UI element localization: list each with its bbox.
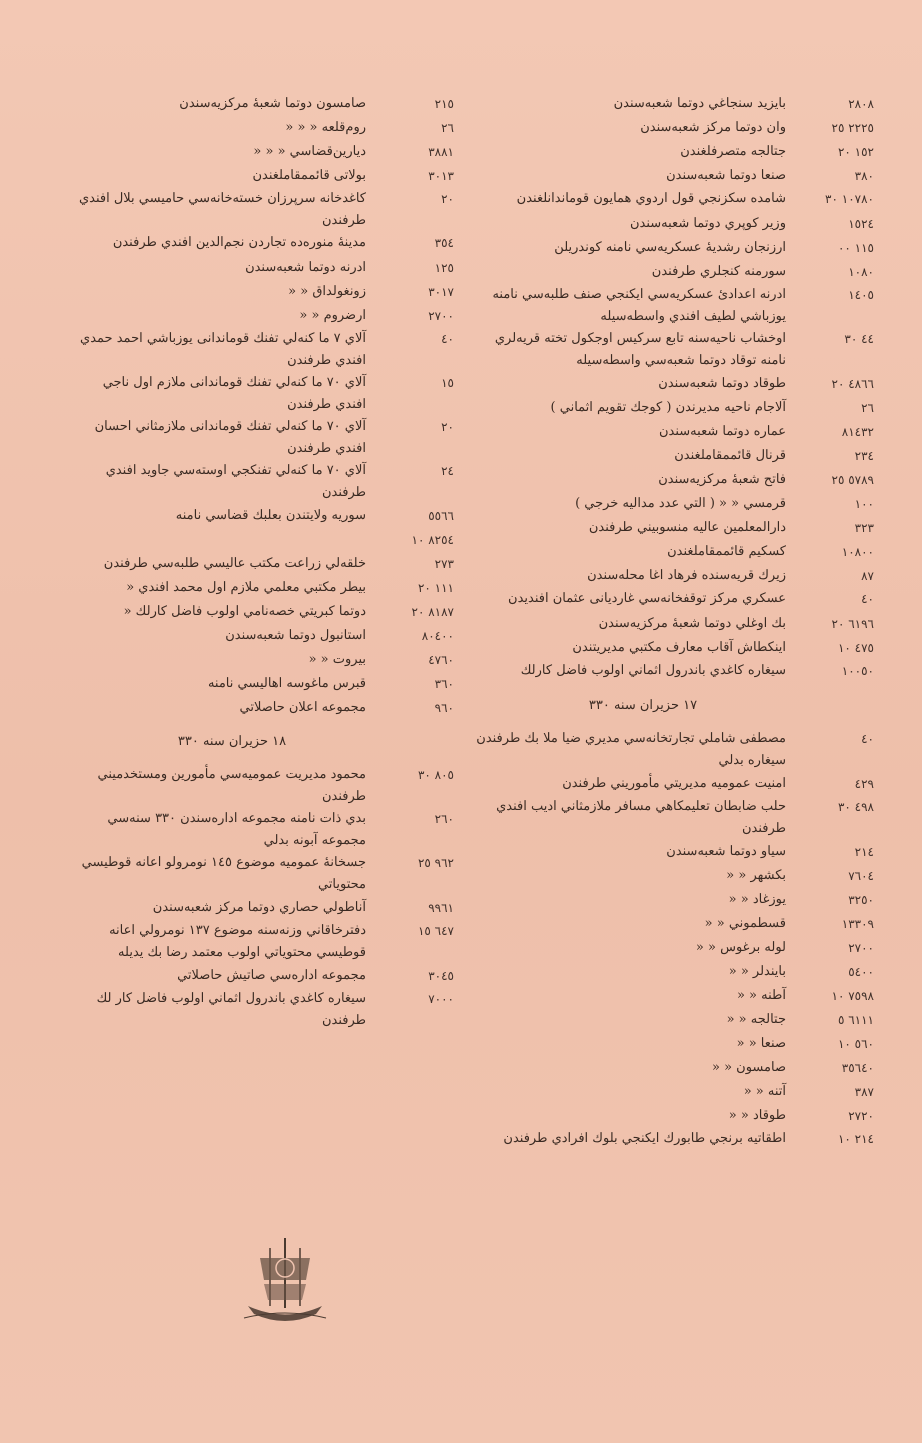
ledger-entry: [70, 256, 454, 280]
ledger-entry: [472, 1056, 874, 1080]
entry-text: آناطولي حصاري دوتما مركز شعبه‌سندن: [152, 900, 366, 915]
ledger-entry: [472, 888, 874, 912]
entry-text: مجموعه اداره‌سي صاتيش حاصلاتي: [177, 968, 366, 983]
entry-text: استانبول دوتما شعبه‌سندن: [225, 628, 366, 643]
entry-amount: ١٠٠٥٠: [841, 664, 874, 678]
ledger-entry: [70, 328, 454, 372]
ledger-entry: [70, 600, 454, 624]
entry-amount: ٣٦٠: [434, 677, 454, 691]
entry-amount: ٣٢٣: [854, 521, 874, 535]
entry-amount: ١٠٧٨٠ ٣٠: [825, 192, 874, 206]
entry-amount: ٤٠: [861, 732, 874, 746]
ledger-entry: [472, 564, 874, 588]
entry-amount: ٤٧٥ ١٠: [837, 641, 874, 655]
ledger-entry: [472, 936, 874, 960]
entry-text: بيطر مكتبي معلمي ملازم اول محمد افندي «: [126, 580, 366, 595]
entry-text: وان دوتما مركز شعبه‌سندن: [640, 120, 786, 135]
entry-amount: ٦١٩٦ ٢٠: [831, 617, 874, 631]
entry-text: قبرس ماغوسه اهاليسي نامنه: [207, 676, 366, 691]
entry-text: دفترخاقاني وزنه‌سنه موضوع ١٣٧ نومرولي اعانه قوطيسي محتوياتي اولوب معتمد رضا بك يديله: [109, 923, 366, 960]
entry-amount: ٣٥٦٤٠: [841, 1061, 874, 1075]
entry-amount: ٧٥٩٨ ١٠: [831, 989, 874, 1003]
entry-amount: ٥٤٠٠: [848, 965, 874, 979]
entry-amount: ١٤٠٥: [848, 288, 874, 302]
entry-text: وزير كوپري دوتما شعبه‌سندن: [629, 216, 786, 231]
entry-text: جتالجه « «: [726, 1012, 786, 1027]
entry-amount: ١١١ ٢٠: [417, 581, 454, 595]
entry-text: سورمنه كنجلري طرفندن: [651, 264, 786, 279]
entry-amount: ٢١٤ ١٠: [837, 1132, 874, 1146]
entry-amount: ١١٥ ٠٠: [837, 241, 874, 255]
ledger-entry: [472, 984, 874, 1008]
date-heading: ١٨ حزيران سنه ٣٣٠: [177, 734, 287, 749]
entry-amount: ٨٢٥٤ ١٠: [411, 533, 454, 547]
entry-amount: ٢٦: [441, 121, 454, 135]
ledger-entry: [70, 808, 454, 852]
entry-text: ارزنجان رشديهٔ عسكريه‌سي نامنه كوندريلن: [554, 240, 786, 255]
ledger-entry: [70, 988, 454, 1032]
ledger-entry: [472, 840, 874, 864]
entry-text: كاغدخانه سرپرزان خسته‌خانه‌سي حاميسي بلال افندي طرفندن: [78, 191, 366, 228]
ledger-entry: [472, 164, 874, 188]
ledger-entry: [70, 896, 454, 920]
ledger-entry: [70, 232, 454, 256]
entry-amount: ٢٦٠: [434, 812, 454, 826]
ledger-entry: [70, 624, 454, 648]
entry-text: آلاي ٧ ما كنه‌لي تفنك قوماندانى يوزباشي احمد حمدي افندي طرفندن: [80, 331, 366, 368]
ledger-entry: [472, 116, 874, 140]
entry-text: فاتح شعبهٔ مركزيه‌سندن: [658, 472, 786, 487]
ledger-entry: [70, 852, 454, 896]
entry-amount: ٣٠١٧: [428, 285, 454, 299]
ledger-entry: [472, 1008, 874, 1032]
entry-amount: ٢٧٣: [434, 557, 454, 571]
ledger-entry: [70, 116, 454, 140]
entry-text: لوله برغوس « «: [695, 940, 786, 955]
entry-text: بكشهر « «: [726, 868, 786, 883]
ledger-entry: [472, 188, 874, 212]
ledger-entry: [472, 660, 874, 684]
entry-amount: ٣٨٠: [854, 169, 874, 183]
entry-text: مدينهٔ منوره‌ده تجاردن نجم‌الدين افندي طرفندن: [112, 235, 366, 250]
entry-amount: ٨٠٤٠٠: [421, 629, 454, 643]
ledger-entry: [472, 540, 874, 564]
entry-amount: ٢٤: [441, 464, 454, 478]
entry-amount: ٤٧٦٠: [428, 653, 454, 667]
entry-text: كسكيم قائممقاملغندن: [667, 544, 786, 559]
ledger-entry: [472, 236, 874, 260]
ledger-entry: [70, 164, 454, 188]
entry-amount: ١٥٢٤: [848, 217, 874, 231]
entry-text: مصطفى شاملي تجارتخانه‌سي مديري ضيا ملا بك طرفندن سيغاره بدلي: [476, 731, 786, 768]
ledger-entry: [472, 260, 874, 284]
ledger-entry: [472, 864, 874, 888]
entry-text: اوخشاب ناحيه‌سنه تابع سركيس اوجكول تخته قريه‌لري نامنه توقاد دوتما شعبه‌سي واسطه‌سيله: [494, 331, 786, 368]
ledger-entry: [70, 528, 454, 552]
left-column: [70, 92, 454, 1032]
ledger-entry: [472, 516, 874, 540]
entry-text: آطنه « «: [736, 988, 786, 1003]
entry-amount: ٢٨٠٨: [848, 97, 874, 111]
ledger-entry: [472, 420, 874, 444]
entry-text: بدي ذات نامنه مجموعه اداره‌سندن ٣٣٠ سنه‌سي مجموعه آبونه بدلي: [107, 811, 366, 848]
ledger-entry: [472, 796, 874, 840]
entry-amount: ٤٠: [441, 332, 454, 346]
ledger-entry: [472, 1032, 874, 1056]
ledger-entry: [472, 1104, 874, 1128]
entry-text: سوريه ولايتندن بعلبك قضاسي نامنه: [175, 508, 366, 523]
entry-amount: ٤٨٦٦ ٢٠: [831, 377, 874, 391]
ledger-entry: [70, 576, 454, 600]
entry-text: صنعا دوتما شعبه‌سندن: [666, 168, 786, 183]
ledger-entry: [472, 1080, 874, 1104]
entry-text: محمود مديريت عموميه‌سي مأمورين ومستخدميني طرفندن: [97, 767, 366, 804]
ledger-entry: [472, 588, 874, 612]
entry-amount: ٢٢٢٥ ٢٥: [831, 121, 874, 135]
entry-amount: ١٥٢ ٢٠: [837, 145, 874, 159]
entry-text: اينكطاش آقاب معارف مكتبي مديريتندن: [572, 640, 786, 655]
entry-amount: ٩٩٦١: [428, 901, 454, 915]
ledger-entry: [472, 960, 874, 984]
entry-amount: ٨٠٥ ٣٠: [417, 768, 454, 782]
entry-text: آلاجام ناحيه مديرندن ( كوجك تقويم اثماني ): [550, 400, 786, 415]
ledger-entry: [70, 696, 454, 720]
ledger-entry: [472, 492, 874, 516]
entry-text: خلقه‌لي زراعت مكتب عاليسي طلبه‌سي طرفندن: [103, 556, 366, 571]
entry-amount: ٧٠٠٠: [428, 992, 454, 1006]
entry-text: قسطموني « «: [704, 916, 786, 931]
ledger-entry: [70, 764, 454, 808]
entry-text: عسكري مركز توقفخانه‌سي غارديانى عثمان افنديدن: [508, 591, 786, 606]
entry-amount: ٤٢٩: [854, 777, 874, 791]
entry-amount: ٢١٤: [854, 845, 874, 859]
entry-amount: ٢٣٤: [854, 449, 874, 463]
entry-amount: ٥٦٠ ١٠: [837, 1037, 874, 1051]
ledger-entry: [472, 92, 874, 116]
entry-amount: ٢٧٠٠: [428, 309, 454, 323]
entry-text: صنعا « «: [736, 1036, 786, 1051]
ledger-entry: [472, 612, 874, 636]
entry-text: بولاتى قائممقاملغندن: [252, 168, 366, 183]
entry-text: قرمسي « « ( التي عدد مداليه خرجي ): [575, 496, 786, 511]
entry-text: امنيت عموميه مديريتي مأموريني طرفندن: [562, 776, 786, 791]
entry-amount: ٢٠: [441, 420, 454, 434]
ledger-entry: [70, 280, 454, 304]
entry-text: آلاي ٧٠ ما كنه‌لي تفنك قوماندانى ملازمثاني احسان افندي طرفندن: [94, 419, 366, 456]
entry-text: دوتما كبريتي خصه‌نامي اولوب فاضل كارلك «: [123, 604, 366, 619]
ledger-entry: [472, 636, 874, 660]
date-heading: ١٧ حزيران سنه ٣٣٠: [588, 698, 698, 713]
entry-text: زيرك قريه‌سنده فرهاد اغا محله‌سندن: [587, 568, 786, 583]
entry-amount: ٣٨٨١: [428, 145, 454, 159]
entry-text: مجموعه اعلان حاصلاتي: [239, 700, 366, 715]
ledger-entry: [472, 444, 874, 468]
entry-amount: ٩٦٢ ٢٥: [417, 856, 454, 870]
ledger-entry: [472, 772, 874, 796]
entry-amount: ٣٥٤: [434, 236, 454, 250]
ledger-entry: [70, 552, 454, 576]
entry-amount: ٢٧٢٠: [848, 1109, 874, 1123]
entry-text: آلاي ٧٠ ما كنه‌لي تفنكجي اوسته‌سي جاويد افندي طرفندن: [105, 463, 366, 500]
ledger-entry: [472, 140, 874, 164]
ledger-entry: [472, 396, 874, 420]
entry-text: ادرنه دوتما شعبه‌سندن: [245, 260, 366, 275]
entry-text: قرنال قائممقاملغندن: [674, 448, 786, 463]
ledger-entry: [70, 372, 454, 416]
right-column: [472, 92, 874, 1152]
entry-amount: ٧٦٠٤: [848, 869, 874, 883]
ship-ornament: [240, 1228, 330, 1328]
entry-text: جسخانهٔ عموميه موضوع ١٤٥ نومرولو اعانه قوطيسي محتوياتي: [81, 855, 366, 892]
ledger-entry: [70, 964, 454, 988]
entry-text: بايزيد سنجاغي دوتما شعبه‌سندن: [613, 96, 786, 111]
entry-text: طوقاد « «: [728, 1108, 786, 1123]
ledger-entry: [70, 304, 454, 328]
entry-amount: ٣٨٧: [854, 1085, 874, 1099]
entry-amount: ٢١٥: [434, 97, 454, 111]
ledger-entry: [70, 504, 454, 528]
entry-text: زونغولداق « «: [288, 284, 366, 299]
entry-text: روم‌قلعه « « «: [285, 120, 366, 135]
entry-amount: ٣٢٥٠: [848, 893, 874, 907]
entry-text: ديارين‌قضاسي « « «: [253, 144, 366, 159]
ledger-entry: [472, 372, 874, 396]
entry-amount: ٤٩٨ ٣٠: [837, 800, 874, 814]
ledger-entry: [472, 328, 874, 372]
entry-text: صامسون « «: [712, 1060, 786, 1075]
entry-amount: ١٣٣٠٩: [841, 917, 874, 931]
entry-amount: ٤٤ ٣٠: [844, 332, 874, 346]
entry-amount: ٦٤٧ ١٥: [417, 924, 454, 938]
entry-amount: ١٠٠: [854, 497, 874, 511]
ledger-entry: [70, 140, 454, 164]
entry-text: بيروت « «: [308, 652, 366, 667]
entry-amount: ٩٦٠: [434, 701, 454, 715]
entry-amount: ٢٠: [441, 192, 454, 206]
ledger-entry: [472, 728, 874, 772]
entry-amount: ٥٥٦٦: [428, 509, 454, 523]
entry-text: سيغاره كاغدي باندرول اثماني اولوب فاضل كارلك: [520, 663, 786, 678]
ledger-entry: [472, 468, 874, 492]
entry-amount: ٨١٨٧ ٢٠: [411, 605, 454, 619]
ledger-entry: [472, 1128, 874, 1152]
ledger-entry: [70, 416, 454, 460]
entry-text: بايندلر « «: [728, 964, 786, 979]
entry-text: سياو دوتما شعبه‌سندن: [666, 844, 786, 859]
entry-amount: ١٠٨٠٠: [841, 545, 874, 559]
entry-text: بك اوغلي دوتما شعبهٔ مركزيه‌سندن: [598, 616, 786, 631]
entry-text: طوقاد دوتما شعبه‌سندن: [658, 376, 786, 391]
ledger-entry: [70, 672, 454, 696]
ledger-entry: [70, 920, 454, 964]
entry-text: صامسون دوتما شعبهٔ مركزيه‌سندن: [179, 96, 366, 111]
entry-text: شامده سكزنجي قول اردوي همايون قوماندانلغندن: [516, 191, 786, 206]
entry-amount: ٢٧٠٠: [848, 941, 874, 955]
entry-text: ادرنه اعدادئ عسكريه‌سي ايكنجي صنف طلبه‌سي نامنه يوزباشي لطيف افندي واسطه‌سيله: [492, 287, 786, 324]
entry-text: حلب ضابطان تعليمكاهي مسافر ملازمثاني اديب افندي طرفندن: [496, 799, 786, 836]
entry-text: ارضروم « «: [299, 308, 366, 323]
entry-amount: ١٠٨٠: [848, 265, 874, 279]
ledger-entry: [70, 92, 454, 116]
entry-text: آلاي ٧٠ ما كنه‌لي تفنك قوماندانى ملازم اول ناجي افندي طرفندن: [102, 375, 366, 412]
entry-text: دارالمعلمين عاليه منسوبيني طرفندن: [588, 520, 786, 535]
entry-text: عماره دوتما شعبه‌سندن: [659, 424, 786, 439]
ledger-entry: [472, 912, 874, 936]
entry-text: جتالجه متصرفلغندن: [680, 144, 786, 159]
entry-amount: ١٢٥: [434, 261, 454, 275]
entry-amount: ٨١٤٣٢: [841, 425, 874, 439]
entry-amount: ٤٠: [861, 592, 874, 606]
entry-text: آتنه « «: [743, 1084, 786, 1099]
entry-amount: ٨٧: [861, 569, 874, 583]
entry-amount: ٥٧٨٩ ٢٥: [831, 473, 874, 487]
entry-amount: ٣٠٤٥: [428, 969, 454, 983]
entry-text: سيغاره كاغدي باندرول اثماني اولوب فاضل كار لك طرفندن: [96, 991, 366, 1028]
entry-amount: ٣٠١٣: [428, 169, 454, 183]
entry-text: يوزغاد « «: [728, 892, 786, 907]
entry-text: اطقاتيه برنجي طابورك ايكنجي بلوك افرادي طرفندن: [503, 1131, 786, 1146]
ledger-entry: [472, 284, 874, 328]
entry-amount: ١٥: [441, 376, 454, 390]
entry-amount: ٢٦: [861, 401, 874, 415]
ledger-entry: [472, 212, 874, 236]
ledger-entry: [70, 648, 454, 672]
ledger-entry: [70, 188, 454, 232]
entry-amount: ٦١١١ ٥: [837, 1013, 874, 1027]
ledger-entry: [70, 460, 454, 504]
